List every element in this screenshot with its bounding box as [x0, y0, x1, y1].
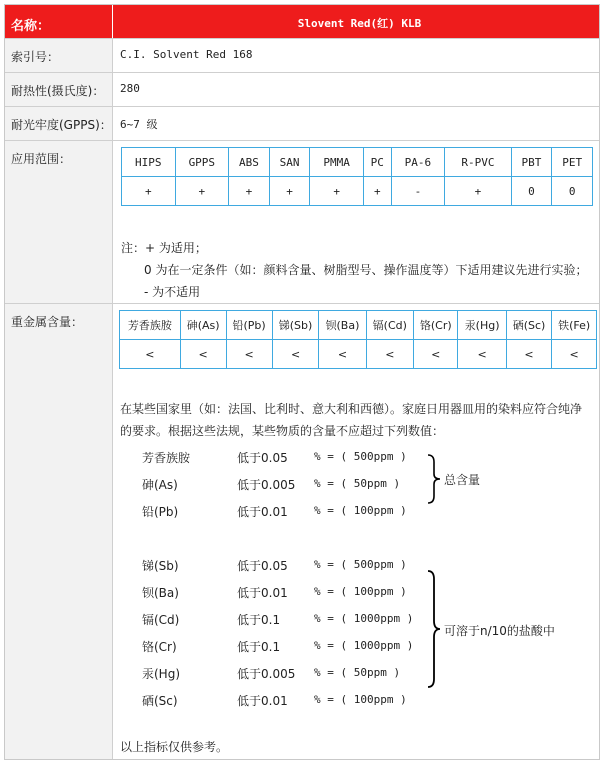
metals-value-row	[120, 340, 597, 369]
item-ppm: % = ( 100ppm )	[314, 693, 407, 706]
metal-col-header: 芳香族胺	[120, 311, 181, 340]
metal-col-header: 镉(Cd)	[366, 311, 414, 340]
app-cell: +	[175, 177, 229, 206]
metal-cell: <	[226, 340, 272, 369]
app-col-header: PBT	[511, 148, 552, 177]
application-header-row	[122, 148, 593, 177]
metal-col-header: 铁(Fe)	[552, 311, 597, 340]
metal-col-header: 硒(Sc)	[506, 311, 551, 340]
item-ppm: % = ( 500ppm )	[314, 450, 407, 463]
metal-col-header: 砷(As)	[180, 311, 226, 340]
product-spec-table	[4, 4, 600, 760]
app-col-header: R-PVC	[445, 148, 511, 177]
item-limit: 低于0.005	[237, 478, 296, 492]
item-limit: 低于0.05	[237, 451, 288, 465]
app-col-header: GPPS	[175, 148, 229, 177]
item-limit: 低于0.01	[237, 505, 288, 519]
item-ppm: % = ( 50ppm )	[314, 666, 401, 679]
reference-note: 以上指标仅供参考。	[120, 740, 229, 754]
heavy-metal-row	[5, 304, 599, 759]
app-cell: -	[391, 177, 445, 206]
app-cell: +	[269, 177, 310, 206]
app-col-header: SAN	[269, 148, 310, 177]
metal-cell: <	[319, 340, 366, 369]
brace-icon	[426, 454, 442, 504]
note-line-3: - 为不适用	[144, 285, 201, 299]
metal-cell: <	[272, 340, 319, 369]
app-cell: 0	[511, 177, 552, 206]
item-name: 锑(Sb)	[142, 559, 179, 573]
metal-cell: <	[458, 340, 506, 369]
item-ppm: % = ( 500ppm )	[314, 558, 407, 571]
item-ppm: % = ( 100ppm )	[314, 585, 407, 598]
metal-col-header: 汞(Hg)	[458, 311, 506, 340]
name-label: 名称：	[5, 5, 113, 38]
metal-cell: <	[506, 340, 551, 369]
app-col-header: PC	[363, 148, 391, 177]
item-ppm: % = ( 100ppm )	[314, 504, 407, 517]
item-name: 镉(Cd)	[142, 613, 180, 627]
index-label: 索引号：	[5, 39, 113, 72]
regulation-para-2: 的要求。根据这些法规，某些物质的含量不应超过下列数值：	[120, 424, 445, 438]
app-col-header: PMMA	[310, 148, 364, 177]
app-col-header: PET	[552, 148, 593, 177]
metal-cell: <	[180, 340, 226, 369]
item-ppm: % = ( 50ppm )	[314, 477, 401, 490]
application-value-row	[122, 177, 593, 206]
app-cell: +	[445, 177, 511, 206]
app-col-header: HIPS	[122, 148, 176, 177]
product-name: Slovent Red(红) KLB	[297, 17, 422, 30]
metal-cell: <	[552, 340, 597, 369]
note-line-2: 0 为在一定条件（如：颜料含量、树脂型号、操作温度等）下适用建议先进行实验；	[144, 263, 588, 277]
heat-row	[5, 73, 599, 107]
app-col-header: PA-6	[391, 148, 445, 177]
item-ppm: % = ( 1000ppm )	[314, 639, 414, 652]
light-label: 耐光牢度(GPPS)：	[5, 107, 113, 140]
heavy-metal-label: 重金属含量：	[5, 304, 113, 759]
item-name: 铬(Cr)	[142, 640, 177, 654]
item-limit: 低于0.005	[237, 667, 296, 681]
group2-label: 可溶于n/10的盐酸中	[444, 624, 555, 638]
metals-table	[119, 310, 597, 369]
application-value	[114, 141, 599, 303]
app-cell: +	[229, 177, 270, 206]
item-limit: 低于0.1	[237, 640, 281, 654]
metal-cell: <	[414, 340, 458, 369]
metal-col-header: 钡(Ba)	[319, 311, 366, 340]
application-label: 应用范围：	[5, 141, 113, 303]
heat-value: 280	[120, 82, 140, 95]
group1-label: 总含量	[444, 473, 481, 487]
metal-col-header: 铬(Cr)	[414, 311, 458, 340]
heavy-metal-value	[114, 304, 599, 759]
heat-label: 耐热性(摄氏度)：	[5, 73, 113, 106]
item-name: 汞(Hg)	[142, 667, 181, 681]
note-line-1: 注：+ 为适用；	[121, 241, 207, 255]
item-name: 砷(As)	[142, 478, 178, 492]
name-row	[5, 5, 599, 39]
item-name: 铅(Pb)	[142, 505, 179, 519]
application-table	[121, 147, 593, 206]
metal-cell: <	[120, 340, 181, 369]
metal-col-header: 铅(Pb)	[226, 311, 272, 340]
item-limit: 低于0.01	[237, 694, 288, 708]
item-ppm: % = ( 1000ppm )	[314, 612, 414, 625]
brace-icon	[426, 570, 442, 688]
light-row	[5, 107, 599, 141]
app-cell: +	[122, 177, 176, 206]
application-row	[5, 141, 599, 304]
regulation-para-1: 在某些国家里（如：法国、比利时、意大利和西德）。家庭日用器皿用的染料应符合纯净	[120, 402, 583, 416]
metal-cell: <	[366, 340, 414, 369]
app-col-header: ABS	[229, 148, 270, 177]
index-row	[5, 39, 599, 73]
app-cell: +	[363, 177, 391, 206]
item-name: 钡(Ba)	[142, 586, 179, 600]
app-cell: 0	[552, 177, 593, 206]
metal-col-header: 锑(Sb)	[272, 311, 319, 340]
light-value: 6~7 级	[120, 118, 158, 131]
app-cell: +	[310, 177, 364, 206]
index-value: C.I. Solvent Red 168	[120, 48, 253, 61]
item-name: 硒(Sc)	[142, 694, 178, 708]
item-name: 芳香族胺	[142, 451, 191, 465]
item-limit: 低于0.01	[237, 586, 288, 600]
item-limit: 低于0.1	[237, 613, 281, 627]
item-limit: 低于0.05	[237, 559, 288, 573]
metals-header-row	[120, 311, 597, 340]
